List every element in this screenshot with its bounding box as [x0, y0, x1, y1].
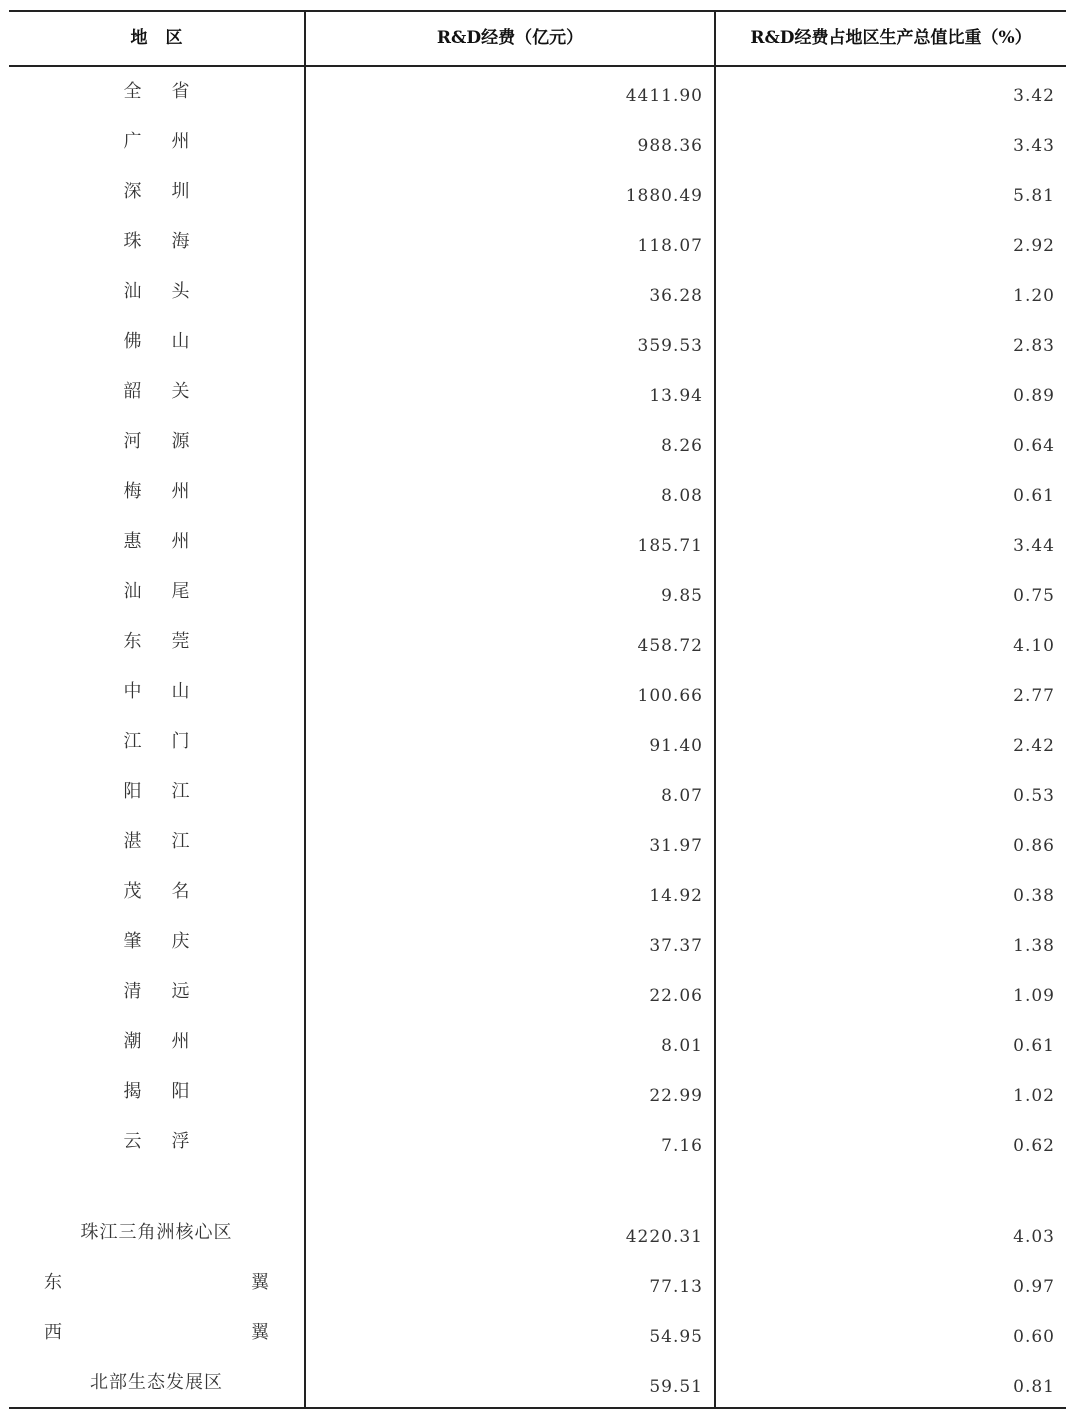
- header-rd-expenditure: R&D经费（亿元）: [436, 28, 584, 48]
- ratio-value: 0.89: [1013, 386, 1055, 406]
- region-name: 揭阳: [123, 1081, 220, 1102]
- rd-value: 458.72: [637, 636, 703, 656]
- rd-value: 4411.90: [625, 86, 703, 106]
- ratio-value: 2.42: [1013, 736, 1055, 756]
- rd-expenditure-table: [9, 10, 1066, 1409]
- zone-name: [9, 1258, 304, 1308]
- table-row: [9, 667, 1066, 717]
- ratio-value: 4.03: [1013, 1227, 1055, 1247]
- region-name: 佛山: [123, 331, 220, 352]
- table-row: [9, 967, 1066, 1017]
- ratio-value: 0.97: [1013, 1277, 1055, 1297]
- table-row: [9, 467, 1066, 517]
- rd-value: 100.66: [637, 686, 703, 706]
- ratio-value: 0.60: [1013, 1327, 1055, 1347]
- rd-value: 31.97: [649, 836, 703, 856]
- region-name: 肇庆: [123, 931, 220, 952]
- rd-value: 54.95: [649, 1327, 703, 1347]
- rd-value: 8.07: [661, 786, 703, 806]
- table-row: [9, 167, 1066, 217]
- region-name: 云浮: [123, 1131, 220, 1152]
- rd-value: 59.51: [649, 1377, 703, 1397]
- zone-row: [9, 1258, 1066, 1308]
- ratio-value: 1.38: [1013, 936, 1055, 956]
- ratio-value: 1.02: [1013, 1086, 1055, 1106]
- rd-value: 22.06: [649, 986, 703, 1006]
- region-name: 广州: [123, 131, 220, 152]
- region-name: 中山: [123, 681, 220, 702]
- ratio-value: 3.43: [1013, 136, 1055, 156]
- ratio-value: 0.61: [1013, 486, 1055, 506]
- ratio-value: 4.10: [1013, 636, 1055, 656]
- region-name: 珠海: [123, 231, 220, 252]
- zone-name-right: 翼: [251, 1272, 269, 1293]
- rd-value: 37.37: [649, 936, 703, 956]
- rd-value: 77.13: [649, 1277, 703, 1297]
- table-row: [9, 1067, 1066, 1117]
- zone-row: [9, 1308, 1066, 1358]
- table-row: [9, 317, 1066, 367]
- zone-name-left: 东: [44, 1272, 62, 1293]
- table-row: [9, 217, 1066, 267]
- ratio-value: 3.42: [1013, 86, 1055, 106]
- header-rd-ratio: R&D经费占地区生产总值比重（%）: [750, 28, 1032, 48]
- region-name: 全省: [123, 81, 220, 102]
- rd-value: 118.07: [637, 236, 703, 256]
- region-name: 韶关: [123, 381, 220, 402]
- region-name: 阳江: [123, 781, 220, 802]
- rd-value: 988.36: [637, 136, 703, 156]
- zone-name: 珠江三角洲核心区: [80, 1222, 233, 1243]
- rd-value: 14.92: [649, 886, 703, 906]
- rd-value: 8.01: [661, 1036, 703, 1056]
- rd-value: 13.94: [649, 386, 703, 406]
- ratio-value: 2.77: [1013, 686, 1055, 706]
- region-name: 河源: [123, 431, 220, 452]
- ratio-value: 1.09: [1013, 986, 1055, 1006]
- table-row: [9, 367, 1066, 417]
- rd-value: 36.28: [649, 286, 703, 306]
- rd-value: 9.85: [661, 586, 703, 606]
- table-row: [9, 617, 1066, 667]
- ratio-value: 0.81: [1013, 1377, 1055, 1397]
- ratio-value: 5.81: [1013, 186, 1055, 206]
- zone-name: 北部生态发展区: [90, 1372, 223, 1393]
- rd-value: 91.40: [649, 736, 703, 756]
- region-name: 梅州: [123, 481, 220, 502]
- ratio-value: 3.44: [1013, 536, 1055, 556]
- ratio-value: 0.53: [1013, 786, 1055, 806]
- ratio-value: 0.38: [1013, 886, 1055, 906]
- table-row: [9, 417, 1066, 467]
- table-row: [9, 717, 1066, 767]
- zone-name-left: 西: [44, 1322, 62, 1343]
- ratio-value: 1.20: [1013, 286, 1055, 306]
- region-name: 东莞: [123, 631, 220, 652]
- ratio-value: 0.64: [1013, 436, 1055, 456]
- table-row: [9, 1117, 1066, 1167]
- zone-name: [9, 1308, 304, 1358]
- region-name: 清远: [123, 981, 220, 1002]
- rd-value: 7.16: [661, 1136, 703, 1156]
- table-row: [9, 917, 1066, 967]
- region-name: 江门: [123, 731, 220, 752]
- zone-name-right: 翼: [251, 1322, 269, 1343]
- rd-value: 1880.49: [625, 186, 703, 206]
- zone-row: [9, 1208, 1066, 1258]
- header-region: 地区: [130, 28, 201, 48]
- ratio-value: 0.61: [1013, 1036, 1055, 1056]
- table-row: [9, 567, 1066, 617]
- ratio-value: 2.92: [1013, 236, 1055, 256]
- region-name: 深圳: [123, 181, 220, 202]
- zone-row: [9, 1358, 1066, 1408]
- table-row: [9, 1017, 1066, 1067]
- region-name: 湛江: [123, 831, 220, 852]
- rd-value: 8.26: [661, 436, 703, 456]
- rd-value: 359.53: [637, 336, 703, 356]
- region-name: 潮州: [123, 1031, 220, 1052]
- table-row: [9, 117, 1066, 167]
- region-name: 茂名: [123, 881, 220, 902]
- region-name: 汕头: [123, 281, 220, 302]
- ratio-value: 0.86: [1013, 836, 1055, 856]
- ratio-value: 0.75: [1013, 586, 1055, 606]
- rd-value: 8.08: [661, 486, 703, 506]
- table-row: [9, 67, 1066, 117]
- ratio-value: 0.62: [1013, 1136, 1055, 1156]
- table-row: [9, 867, 1066, 917]
- table-row: [9, 267, 1066, 317]
- rd-value: 4220.31: [625, 1227, 703, 1247]
- region-name: 汕尾: [123, 581, 220, 602]
- region-name: 惠州: [123, 531, 220, 552]
- table-row: [9, 517, 1066, 567]
- ratio-value: 2.83: [1013, 336, 1055, 356]
- rd-value: 22.99: [649, 1086, 703, 1106]
- table-row: [9, 767, 1066, 817]
- table-row: [9, 817, 1066, 867]
- rd-value: 185.71: [637, 536, 703, 556]
